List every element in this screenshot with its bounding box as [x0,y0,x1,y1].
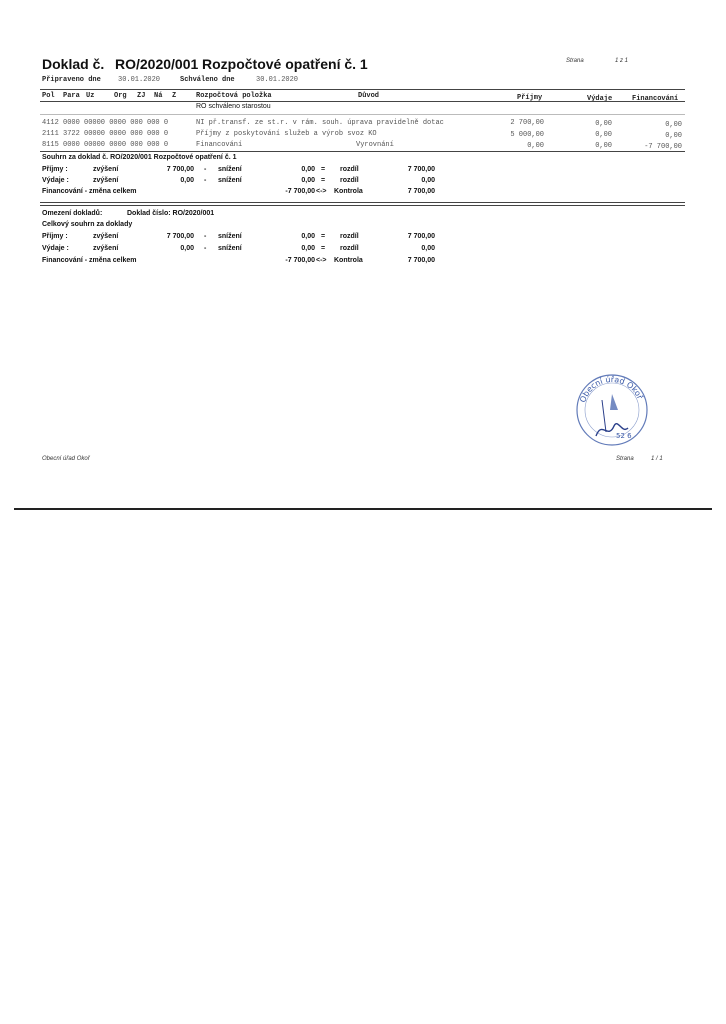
arrow: <-> [316,257,327,264]
summary-expense-label: Výdaje : [42,177,69,184]
row-item: NI př.transf. ze st.r. v rám. souh. úprava pravidelně dotac [196,119,444,127]
row-code: 4112 0000 00000 0000 000 000 0 [42,119,169,127]
footer-page-label: Strana [616,456,634,462]
summary-income-increase-label: zvýšení [93,166,119,173]
col-income: Příjmy [517,94,543,102]
total-income-diff-label: rozdíl [340,233,359,240]
equals: = [321,245,326,252]
prepared-label: Připraveno dne [42,76,101,84]
approved-label: Schváleno dne [180,76,235,84]
col-financing: Financování [632,95,679,103]
total-financing-label: Financování - změna celkem [42,257,137,264]
total-income-decrease: 0,00 [301,233,315,240]
row-financing: 0,00 [665,121,682,129]
total-income-increase: 7 700,00 [166,233,194,240]
row-expense: 0,00 [595,142,612,150]
row-financing: -7 700,00 [644,143,682,151]
header-rule [40,89,685,90]
office-stamp [572,370,652,450]
row-reason: Vyrovnání [356,141,394,149]
summary-rule-2 [40,205,685,206]
col-item: Rozpočtová položka [196,92,272,100]
summary-income-diff-label: rozdíl [340,166,359,173]
summary-expense-decrease-label: snížení [218,177,242,184]
total-income-decrease-label: snížení [218,233,242,240]
svg-text:Obecní úřad Okoř: Obecní úřad Okoř [578,374,645,404]
col-uz: Uz [86,92,95,100]
limit-value: Doklad číslo: RO/2020/001 [127,210,215,217]
col-zj: ZJ [137,92,146,100]
summary-expense-diff-label: rozdíl [340,177,359,184]
summary-control-label: Kontrola [334,188,363,195]
arrow: <-> [316,188,327,195]
col-reason: Důvod [358,92,380,100]
row-income: 5 000,00 [510,131,544,139]
total-expense-diff: 0,00 [421,245,435,252]
summary-income-diff: 7 700,00 [407,166,435,173]
svg-text:52 6: 52 6 [616,432,632,440]
limit-label: Omezení dokladů: [42,210,103,217]
footer-page-value: 1 / 1 [651,456,663,462]
summary-financing: -7 700,00 [285,188,315,195]
dash: - [204,233,207,240]
summary-title: Souhrn za doklad č. RO/2020/001 Rozpočtové opatření č. 1 [42,154,237,161]
page-value: 1 z 1 [615,58,629,64]
total-control-label: Kontrola [334,257,363,264]
summary-expense-increase-label: zvýšení [93,177,119,184]
prepared-date: 30.01.2020 [118,76,161,84]
row-item: Příjmy z poskytování služeb a výrob svoz KO [196,130,377,138]
total-control: 7 700,00 [407,257,435,264]
col-org: Org [114,92,127,100]
row-financing: 0,00 [665,132,682,140]
total-expense-increase: 0,00 [180,245,194,252]
approval-note: RO schváleno starostou [196,103,271,110]
total-title: Celkový souhrn za doklady [42,221,133,228]
doc-title: Rozpočtové opatření č. 1 [202,56,368,72]
summary-income-label: Příjmy : [42,166,68,173]
row-code: 8115 0000 00000 0000 000 000 0 [42,141,169,149]
row-code: 2111 3722 00000 0000 000 000 0 [42,130,169,138]
summary-rule [40,202,685,203]
doc-label: Doklad č. [42,56,105,72]
row-income: 0,00 [527,142,544,150]
columns-rule [40,101,685,102]
total-expense-decrease: 0,00 [301,245,315,252]
rows-rule [40,151,685,152]
footer-office: Obecní úřad Okoř [42,456,90,462]
note-rule [40,114,685,115]
approved-date: 30.01.2020 [256,76,299,84]
summary-income-increase: 7 700,00 [166,166,194,173]
summary-expense-diff: 0,00 [421,177,435,184]
row-income: 2 700,00 [510,119,544,127]
dash: - [204,245,207,252]
equals: = [321,166,326,173]
page-divider [14,508,712,510]
equals: = [321,233,326,240]
total-expense-label: Výdaje : [42,245,69,252]
row-expense: 0,00 [595,131,612,139]
col-para: Para [63,92,80,100]
total-financing: -7 700,00 [285,257,315,264]
summary-financing-label: Financování - změna celkem [42,188,137,195]
summary-control: 7 700,00 [407,188,435,195]
total-expense-diff-label: rozdíl [340,245,359,252]
doc-number: RO/2020/001 [115,56,199,72]
summary-income-decrease: 0,00 [301,166,315,173]
total-expense-decrease-label: snížení [218,245,242,252]
col-expense: Výdaje [587,95,613,103]
total-income-increase-label: zvýšení [93,233,119,240]
row-item: Financování [196,141,243,149]
dash: - [204,166,207,173]
dash: - [204,177,207,184]
total-expense-increase-label: zvýšení [93,245,119,252]
equals: = [321,177,326,184]
col-na: Ná [154,92,163,100]
total-income-diff: 7 700,00 [407,233,435,240]
col-z: Z [172,92,177,100]
total-income-label: Příjmy : [42,233,68,240]
summary-expense-decrease: 0,00 [301,177,315,184]
summary-income-decrease-label: snížení [218,166,242,173]
summary-expense-increase: 0,00 [180,177,194,184]
col-pol: Pol [42,92,55,100]
page-label: Strana [566,58,584,64]
row-expense: 0,00 [595,120,612,128]
